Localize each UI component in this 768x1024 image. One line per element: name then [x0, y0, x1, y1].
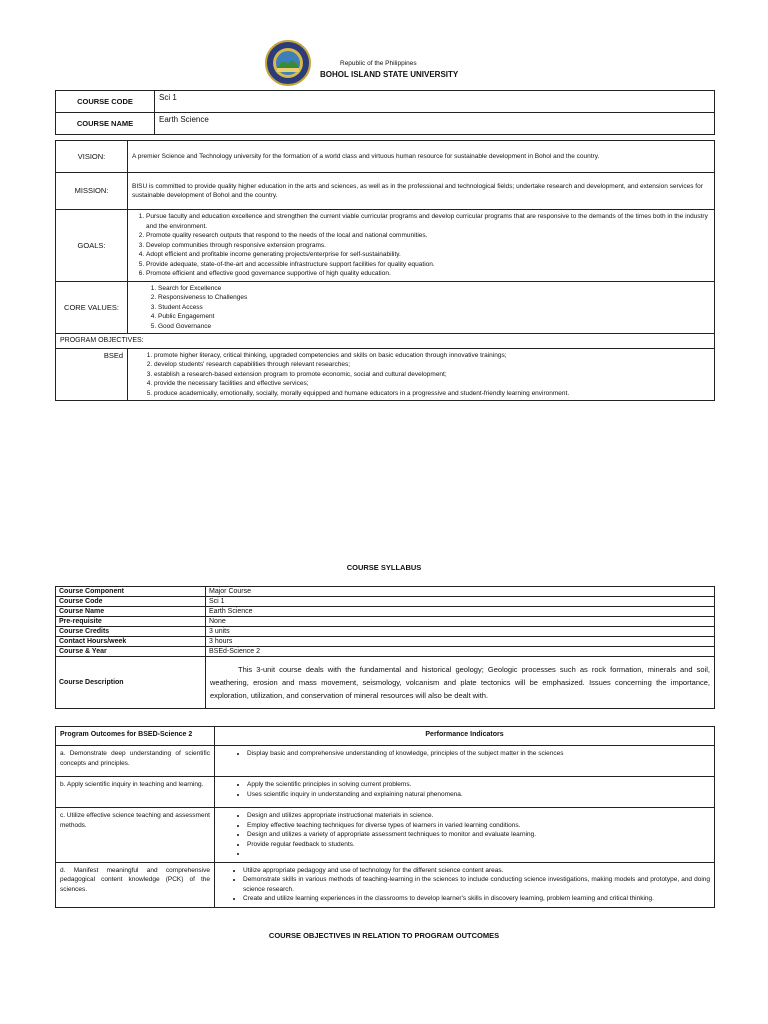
republic-text: Republic of the Philippines	[340, 60, 417, 67]
indicator-item: • Utilize appropriate pedagogy and use of technology for the different science content areas.	[243, 866, 710, 876]
core-values-list	[132, 284, 710, 332]
indicator-item: • Demonstrate skills in various methods of teaching-learning in the sciences to include conducting science investigations, making models and prototype, and doing science research.	[243, 875, 710, 894]
goal-item: 3. Develop communities through responsive extension programs.	[146, 241, 710, 251]
core-values-label: CORE VALUES:	[56, 281, 128, 334]
syllabus-value: Sci 1	[206, 597, 715, 607]
indicators-header: Performance Indicators	[215, 727, 715, 746]
indicator-item: • Provide regular feedback to students.	[247, 840, 710, 850]
table-row	[56, 862, 715, 907]
program-objective-item: 3. establish a research-based extension program to promote economic, social and cultural development;	[154, 370, 710, 380]
goal-item: 4. Adopt efficient and profitable income generating projects/enterprise for self-sustainability.	[146, 250, 710, 260]
program-outcome: c. Utilize effective science teaching and assessment methods.	[56, 808, 215, 863]
syllabus-key: Course Code	[56, 597, 206, 607]
syllabus-key: Contact Hours/week	[56, 637, 206, 647]
vision-label: VISION:	[56, 141, 128, 173]
university-seal-logo	[265, 40, 311, 86]
syllabus-value: 3 hours	[206, 637, 715, 647]
indicator-item: • Design and utilizes appropriate instructional materials in science.	[247, 811, 710, 821]
program-outcome: d. Manifest meaningful and comprehensive pedagogical content knowledge (PCK) of the sciences.	[56, 862, 215, 907]
goal-item: 5. Provide adequate, state-of-the-art and accessible infrastructure support facilities for quality equation.	[146, 260, 710, 270]
syllabus-value: BSEd-Science 2	[206, 647, 715, 657]
table-row	[56, 617, 715, 627]
program-objectives-label: PROGRAM OBJECTIVES:	[56, 334, 715, 349]
program-objectives-cell	[128, 348, 715, 401]
table-row	[56, 637, 715, 647]
course-code-label: COURSE CODE	[56, 91, 155, 113]
outcomes-table	[55, 726, 715, 908]
bsed-label: BSEd	[56, 348, 128, 401]
syllabus-table	[55, 586, 715, 709]
core-values-cell	[128, 281, 715, 334]
indicator-cell	[215, 777, 715, 808]
indicator-item: • Employ effective teaching techniques for diverse types of learners in varied learning conditions.	[247, 821, 710, 831]
table-row	[56, 627, 715, 637]
table-row	[56, 808, 715, 863]
core-value-item: 4. Public Engagement	[158, 312, 710, 322]
course-objectives-title: COURSE OBJECTIVES IN RELATION TO PROGRAM OUTCOMES	[268, 931, 500, 940]
table-row	[56, 777, 715, 808]
course-id-table	[55, 90, 715, 135]
program-outcome: a. Demonstrate deep understanding of scientific concepts and principles.	[56, 746, 215, 777]
course-name-label: COURSE NAME	[56, 113, 155, 135]
course-description-body: This 3-unit course deals with the fundamental and historical geology; Geologic processes such as rock formation, minerals and soil, weathering, erosion and mass movement, seismology, volcanism and plate tectonics will be emphasized. Issues concerning the importance, exploration, utilization, and conservation of mineral resources will also be dealt with.	[210, 665, 710, 700]
goal-item: 2. Promote quality research outputs that respond to the needs of the local and national communities.	[146, 231, 710, 241]
course-description-label: Course Description	[56, 657, 206, 709]
university-name: BOHOL ISLAND STATE UNIVERSITY	[320, 70, 459, 79]
goal-item: 1. Pursue faculty and education excellence and strengthen the current viable curricular programs and develop curricular programs that are responsive to the demands of the times both in the industry and the environment.	[146, 212, 710, 231]
program-objective-item: 5. produce academically, emotionally, socially, morally equipped and humane educators in a progressive and student-friendly learning environment.	[154, 389, 710, 399]
program-objective-item: 4. provide the necessary facilities and effective services;	[154, 379, 710, 389]
core-value-item: 3. Student Access	[158, 303, 710, 313]
goals-label: GOALS:	[56, 210, 128, 282]
goals-list-cell	[128, 210, 715, 282]
core-value-item: 1. Search for Excellence	[158, 284, 710, 294]
program-objective-item: 1. promote higher literacy, critical thinking, upgraded competencies and skills on basic education through innovative trainings;	[154, 351, 710, 361]
indicator-cell	[215, 862, 715, 907]
table-row	[56, 607, 715, 617]
table-row	[56, 587, 715, 597]
course-name-value: Earth Science	[155, 113, 715, 135]
goal-item: 6. Promote efficient and effective good governance supportive of high quality education.	[146, 269, 710, 279]
table-row	[56, 657, 715, 709]
syllabus-value: Major Course	[206, 587, 715, 597]
program-objectives-list	[132, 351, 710, 399]
table-row	[56, 597, 715, 607]
core-value-item: 2. Responsiveness to Challenges	[158, 293, 710, 303]
core-value-item: 5. Good Governance	[158, 322, 710, 332]
vision-text: A premier Science and Technology university for the formation of a world class and virtuous human resource for sustainable development in Bohol and the country.	[128, 141, 715, 173]
mission-label: MISSION:	[56, 173, 128, 210]
indicator-item: • Design and utilizes a variety of appropriate assessment techniques to monitor and evaluate learning.	[247, 830, 710, 840]
syllabus-title: COURSE SYLLABUS	[346, 563, 422, 572]
indicator-item: • Uses scientific inquiry in understanding and explaining natural phenomena.	[247, 790, 710, 800]
syllabus-key: Course Name	[56, 607, 206, 617]
institution-table	[55, 140, 715, 401]
indicator-cell	[215, 746, 715, 777]
syllabus-value: 3 units	[206, 627, 715, 637]
indicator-item: • Display basic and comprehensive understanding of knowledge, principles of the subject matter in the sciences	[247, 749, 710, 759]
mission-text: BISU is committed to provide quality higher education in the arts and sciences, as well as in the professional and technological fields; undertake research and development, and extension services for sustainable development of Bohol and the country.	[128, 173, 715, 210]
indicator-item: • Create and utilize learning experiences in the classrooms to develop learner's skills in discovery learning, problem learning and critical thinking.	[243, 894, 710, 904]
syllabus-key: Course Credits	[56, 627, 206, 637]
course-description-text	[206, 657, 715, 709]
table-row	[56, 647, 715, 657]
course-code-value: Sci 1	[155, 91, 715, 113]
table-row	[56, 746, 715, 777]
syllabus-key: Course & Year	[56, 647, 206, 657]
syllabus-key: Course Component	[56, 587, 206, 597]
syllabus-value: Earth Science	[206, 607, 715, 617]
program-objective-item: 2. develop students' research capabilities through relevant researches;	[154, 360, 710, 370]
goals-list	[132, 212, 710, 279]
syllabus-key: Pre-requisite	[56, 617, 206, 627]
program-outcome: b. Apply scientific inquiry in teaching and learning.	[56, 777, 215, 808]
outcomes-header: Program Outcomes for BSED-Science 2	[56, 727, 215, 746]
indicator-item: • Apply the scientific principles in solving current problems.	[247, 780, 710, 790]
indicator-item	[247, 849, 710, 859]
indicator-cell	[215, 808, 715, 863]
syllabus-value: None	[206, 617, 715, 627]
